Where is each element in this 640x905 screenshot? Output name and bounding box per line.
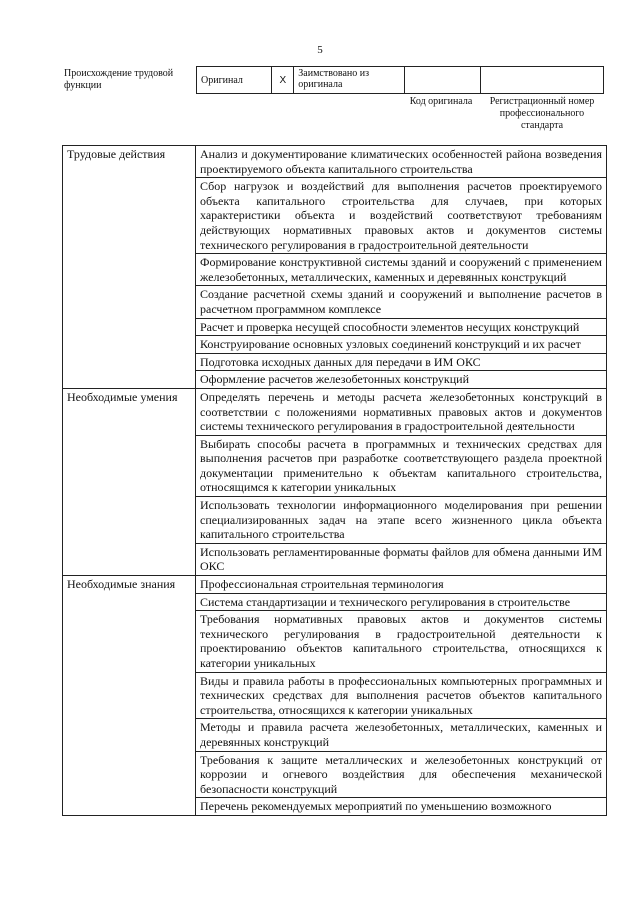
origin-block: [64, 66, 604, 93]
section-label: Необходимые знания: [63, 576, 196, 816]
table-row: [63, 388, 607, 435]
borrowed-cell: Заимствовано из оригинала: [294, 67, 405, 94]
original-cell: Оригинал: [197, 67, 272, 94]
section-item: Выбирать способы расчета в программных и технических средствах для выполнения расчетов при разработке соответствующего раздела проектной документации применительно к объектам капитального строительства, относящимся к категории уникальных: [196, 435, 607, 496]
origin-label: Происхождение трудовой функции: [64, 68, 174, 91]
section-item: Методы и правила расчета железобетонных, металлических, каменных и деревянных конструкций: [196, 719, 607, 751]
section-label: Трудовые действия: [63, 146, 196, 389]
section-label: Необходимые умения: [63, 388, 196, 575]
section-item: Анализ и документирование климатических особенностей района возведения проектируемого объекта капитального строительства: [196, 146, 607, 178]
table-row: [63, 146, 607, 178]
original-mark: X: [272, 67, 294, 94]
section-item: Требования к защите металлических и железобетонных конструкций от коррозии и огневого воздействия для обеспечения механической безопасности конструкций: [196, 751, 607, 798]
reg-number-cell: [480, 67, 603, 94]
section-item: Расчет и проверка несущей способности элементов несущих конструкций: [196, 318, 607, 336]
section-item: Перечень рекомендуемых мероприятий по уменьшению возможного: [196, 798, 607, 816]
table-row: [63, 576, 607, 594]
section-item: Виды и правила работы в профессиональных компьютерных программных и технических средствах для выполнения расчетов объектов капитального строительства, относящихся к категории уникальных: [196, 672, 607, 719]
section-item: Формирование конструктивной системы зданий и сооружений с применением железобетонных, металлических, каменных и деревянных конструкций: [196, 254, 607, 286]
section-item: Определять перечень и методы расчета железобетонных конструкций в соответствии с положениями нормативных правовых актов и документов системы технического регулирования в градостроительной деятельности: [196, 388, 607, 435]
section-item: Сбор нагрузок и воздействий для выполнения расчетов проектируемого объекта капитального строительства для случаев, при которых характеристики объекта и воздействий соответствуют требованиям действующих нормативных правовых актов и документов системы технического регулирования в градостроительной деятельности: [196, 178, 607, 254]
section-item: Требования нормативных правовых актов и документов системы технического регулирования в градостроительной деятельности к проектированию объектов капитального строительства, относящихся к категории уникальных: [196, 611, 607, 672]
origin-table: [196, 66, 604, 94]
section-item: Использовать технологии информационного моделирования при решении специализированных задач на этапе всего жизненного цикла объекта капитального строительства: [196, 497, 607, 544]
page-number: 5: [317, 44, 323, 56]
section-item: Профессиональная строительная терминология: [196, 576, 607, 594]
section-item: Использовать регламентированные форматы файлов для обмена данными ИМ ОКС: [196, 543, 607, 575]
section-item: Подготовка исходных данных для передачи в ИМ ОКС: [196, 353, 607, 371]
function-table: [62, 145, 607, 816]
section-item: Создание расчетной схемы зданий и сооружений и выполнение расчетов в расчетном программном комплексе: [196, 286, 607, 318]
section-item: Оформление расчетов железобетонных конструкций: [196, 371, 607, 389]
code-caption: Код оригинала: [409, 96, 473, 107]
section-item: Конструирование основных узловых соединений конструкций и их расчет: [196, 336, 607, 354]
code-cell: [405, 67, 480, 94]
section-item: Система стандартизации и технического регулирования в строительстве: [196, 593, 607, 611]
reg-number-caption: Регистрационный номер профессионального стандарта: [489, 96, 595, 131]
